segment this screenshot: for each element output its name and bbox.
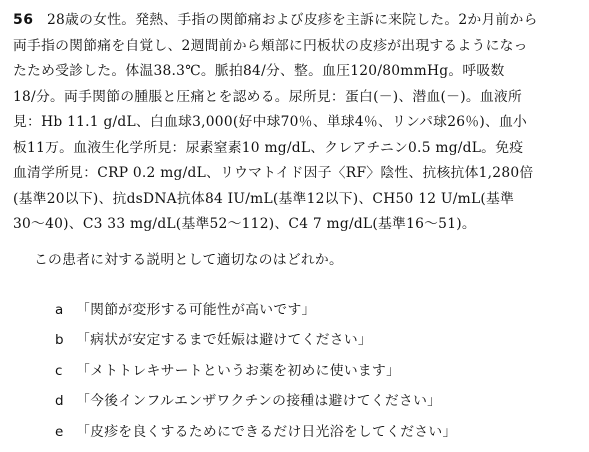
choice-letter: a <box>55 302 64 318</box>
choice-text: 「関節が変形する可能性が高いです」 <box>76 302 316 318</box>
choice-text: 「今後インフルエンザワクチンの接種は避けてください」 <box>76 393 442 410</box>
choice-text: 「病状が安定するまで妊娠は避けてください」 <box>76 332 373 349</box>
choice-letter: b <box>55 332 64 349</box>
stem-line: 板11万。血液生化学所見：尿素窒素10 mg/dL、クレアチニン0.5 mg/dL。免疫 <box>13 139 524 156</box>
choice-e[interactable] <box>0 420 589 450</box>
stem-line: 28歳の女性。発熱、手指の関節痛および皮疹を主訴に来院した。2か月前から <box>47 12 538 28</box>
stem-line: 見：Hb 11.1 g/dL、白血球3,000(好中球70％、単球4％、リンパ球26％)、血小 <box>13 114 528 130</box>
choice-text: 「メトトレキサートというお薬を初めに使います」 <box>76 362 401 379</box>
choice-a[interactable] <box>0 298 589 328</box>
choice-b[interactable] <box>0 328 589 358</box>
question-stem <box>0 8 589 238</box>
stem-line: たため受診した。体温38.3℃。脈拍84/分、整。血圧120/80mmHg。呼吸数 <box>13 63 505 79</box>
stem-line: 30〜40)、C3 33 mg/dL(基準52〜112)、C4 7 mg/dL(基準16〜51)。 <box>13 216 476 232</box>
answer-choices <box>0 298 589 450</box>
choice-c[interactable] <box>0 359 589 389</box>
choice-letter: e <box>55 423 64 440</box>
choice-letter: d <box>55 393 64 410</box>
question-prompt: この患者に対する説明として適切なのはどれか。 <box>34 252 344 268</box>
stem-line: 18/分。両手関節の腫脹と圧痛とを認める。尿所見：蛋白(－)、潜血(－)。血液所 <box>13 88 523 105</box>
stem-line: (基準20以下)、抗dsDNA抗体84 IU/mL(基準12以下)、CH50 12 U/mL(基準 <box>13 190 515 207</box>
choice-letter: c <box>55 362 63 379</box>
question-number: 56 <box>13 12 34 28</box>
stem-line: 両手指の関節痛を自覚し、2週間前から頬部に円板状の皮疹が出現するようになっ <box>13 37 528 54</box>
choice-text: 「皮疹を良くするためにできるだけ日光浴をしてください」 <box>76 423 457 440</box>
stem-line: 血清学所見：CRP 0.2 mg/dL、リウマトイド因子〈RF〉陰性、抗核抗体1,280倍 <box>13 165 534 181</box>
choice-d[interactable] <box>0 389 589 419</box>
